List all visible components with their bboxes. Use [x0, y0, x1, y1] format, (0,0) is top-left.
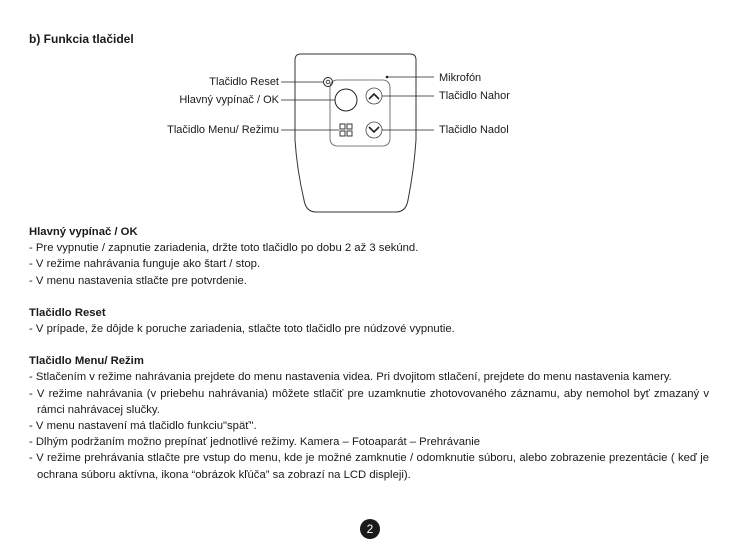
page-number-badge: 2: [360, 519, 380, 539]
up-button-icon: [366, 88, 382, 104]
menu-section-title: Tlačidlo Menu/ Režim: [29, 355, 144, 368]
reset-section-title: Tlačidlo Reset: [29, 306, 106, 319]
microphone-icon: [386, 76, 389, 79]
up-button-label: Tlačidlo Nahor: [439, 90, 510, 102]
list-item: - V režime nahrávania (v priebehu nahrávania) môžete stlačiť pre uzamknutie zhotovovaného záznamu, aby nemohol byť zmazaný v rámci nahrávacej slučky.: [29, 387, 709, 416]
button-panel: [330, 80, 390, 146]
menu-mode-label: Tlačidlo Menu/ Režimu: [167, 124, 279, 136]
list-item: - V prípade, že dôjde k poruche zariadenia, stlačte toto tlačidlo pre núdzové vypnutie.: [29, 323, 455, 336]
camera-button-diagram: [0, 0, 737, 220]
list-item: - Pre vypnutie / zapnutie zariadenia, držte toto tlačidlo po dobu 2 až 3 sekúnd.: [29, 242, 419, 255]
microphone-label: Mikrofón: [439, 72, 482, 84]
reset-label: Tlačidlo Reset: [209, 76, 279, 88]
list-item: - Stlačením v režime nahrávania prejdete do menu nastavenia videa. Pri dvojitom stlačení, prejdete do menu nastavenia kamery.: [29, 371, 672, 384]
list-item: - V menu nastavení má tlačidlo funkciu"späť".: [29, 420, 257, 433]
power-ok-button-icon: [335, 89, 357, 111]
camera-body-illustration: [0, 0, 737, 220]
down-button-label: Tlačidlo Nadol: [439, 124, 509, 136]
list-item: - Dlhým podržaním možno prepínať jednotlivé režimy. Kamera – Fotoaparát – Prehrávanie: [29, 436, 481, 449]
page-heading: b) Funkcia tlačidel: [29, 32, 134, 46]
list-item: - V režime nahrávania funguje ako štart / stop.: [29, 258, 261, 271]
main-switch-label: Hlavný vypínač / OK: [179, 94, 279, 106]
list-item: - V menu nastavenia stlačte pre potvrdenie.: [29, 274, 247, 287]
main-switch-section-title: Hlavný vypínač / OK: [29, 226, 138, 238]
list-item: - V režime prehrávania stlačte pre vstup do menu, kde je možné zamknutie / odomknutie súboru, alebo zobrazenie prezentácie ( keď je ochrana súboru aktívna, ikona “obrázok kľúča” sa zobrazí na LCD displeji).: [29, 452, 709, 481]
instructions-content: [29, 224, 709, 483]
down-button-icon: [366, 122, 382, 138]
